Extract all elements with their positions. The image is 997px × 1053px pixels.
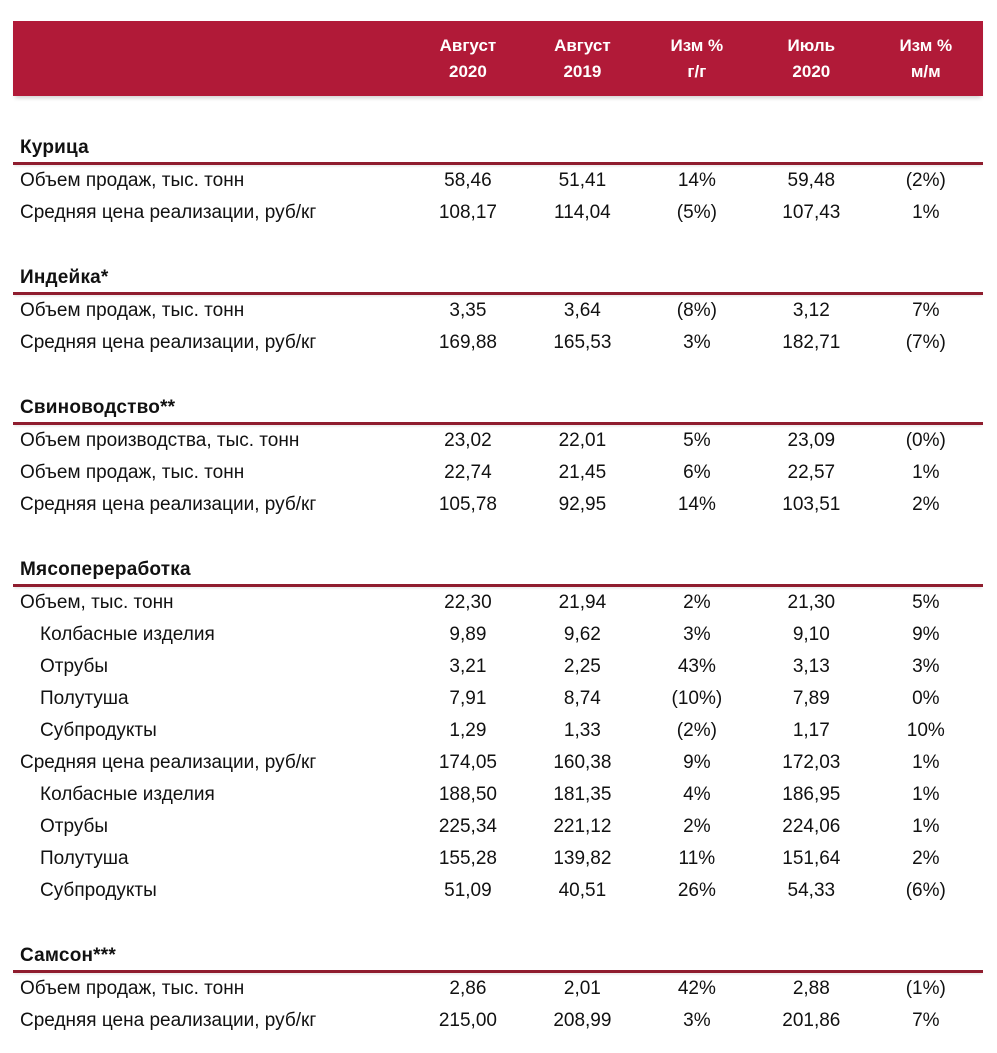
row-value: 22,57 (787, 462, 836, 483)
row-value: (5%) (676, 202, 717, 223)
row-value: 21,30 (787, 592, 836, 613)
column-header-text: 2020 (449, 61, 487, 81)
table-row (13, 425, 983, 457)
row-value: 14% (677, 170, 716, 191)
row-value: 201,86 (782, 1010, 841, 1031)
row-value: 7% (912, 1010, 940, 1031)
table-row (13, 973, 983, 1005)
row-value: 3,64 (563, 300, 601, 321)
row-value: 1,33 (563, 720, 601, 741)
row-value: 21,94 (558, 592, 607, 613)
row-value: 51,41 (558, 170, 607, 191)
row-label: Объем продаж, тыс. тонн (20, 300, 245, 321)
row-value: 188,50 (438, 784, 497, 805)
row-value: 208,99 (553, 1010, 612, 1031)
table-row (13, 489, 983, 521)
row-value: 105,78 (438, 494, 497, 515)
table-row (13, 197, 983, 229)
row-value: 22,30 (444, 592, 492, 613)
row-value: (0%) (905, 430, 946, 451)
row-value: 103,51 (782, 494, 841, 515)
section-title: Мясопереработка (20, 559, 191, 580)
table-row (13, 715, 983, 747)
row-value: 1% (912, 816, 940, 837)
row-value: 172,03 (782, 752, 841, 773)
column-header-july-2020 (754, 33, 868, 85)
row-value: 181,35 (553, 784, 612, 805)
table-row (13, 619, 983, 651)
row-label: Средняя цена реализации, руб/кг (20, 494, 317, 515)
row-label: Объем производства, тыс. тонн (20, 430, 300, 451)
row-label: Полутуша (40, 848, 129, 869)
column-header-text: м/м (910, 61, 941, 81)
row-value: 3,12 (792, 300, 830, 321)
table-row (13, 811, 983, 843)
row-value: 2% (912, 494, 940, 515)
column-header-text: 2020 (792, 61, 831, 81)
row-label: Средняя цена реализации, руб/кг (20, 1010, 317, 1031)
column-header-text: 2019 (563, 61, 602, 81)
row-value: 215,00 (438, 1010, 497, 1031)
column-header-text: г/г (687, 61, 707, 81)
table-row (13, 747, 983, 779)
row-value: 2% (683, 592, 711, 613)
row-value: 1,17 (792, 720, 830, 741)
table-row (13, 683, 983, 715)
table-row (13, 587, 983, 619)
row-label: Средняя цена реализации, руб/кг (20, 752, 317, 773)
table-row (13, 875, 983, 907)
row-value: 23,02 (444, 430, 492, 451)
row-value: 1% (912, 202, 940, 223)
row-label: Объем продаж, тыс. тонн (20, 462, 245, 483)
column-header-change-yoy (640, 33, 754, 85)
row-value: 3% (683, 624, 711, 645)
row-value: (6%) (905, 880, 946, 901)
row-value: 14% (677, 494, 716, 515)
row-value: 5% (912, 592, 940, 613)
table-body (13, 136, 983, 1037)
row-value: 2,88 (792, 978, 830, 999)
row-value: 7,89 (792, 688, 830, 709)
row-value: 165,53 (553, 332, 612, 353)
column-header-text: Изм % (670, 35, 724, 55)
row-value: 2% (912, 848, 940, 869)
table-row (13, 295, 983, 327)
row-value: 4% (683, 784, 711, 805)
row-value: 3% (912, 656, 940, 677)
row-value: 3% (683, 1010, 711, 1031)
row-value: 225,34 (438, 816, 497, 837)
row-value: 43% (677, 656, 716, 677)
row-value: 59,48 (787, 170, 836, 191)
row-value: (8%) (676, 300, 717, 321)
row-value: 51,09 (444, 880, 492, 901)
row-value: 22,01 (558, 430, 607, 451)
row-value: 108,17 (438, 202, 497, 223)
table-row (13, 457, 983, 489)
row-label: Полутуша (40, 688, 129, 709)
column-header-text: Июль (787, 35, 836, 55)
row-label: Колбасные изделия (40, 624, 215, 645)
product-section (13, 396, 983, 521)
row-label: Объем, тыс. тонн (20, 592, 174, 613)
row-value: 160,38 (553, 752, 612, 773)
row-value: 3% (683, 332, 711, 353)
column-header-text: Август (439, 35, 497, 55)
column-header-text: Август (554, 35, 611, 55)
row-value: 9,89 (449, 624, 487, 645)
row-value: 5% (683, 430, 711, 451)
table-row (13, 651, 983, 683)
row-value: 2,86 (449, 978, 487, 999)
section-title: Индейка* (20, 267, 109, 288)
table-row (13, 779, 983, 811)
table-row (13, 165, 983, 197)
column-header-august-2020 (411, 33, 525, 85)
row-value: 151,64 (782, 848, 841, 869)
row-value: 26% (677, 880, 716, 901)
section-title: Свиноводство** (20, 397, 176, 418)
row-value: 7,91 (449, 688, 487, 709)
row-value: 7% (912, 300, 940, 321)
row-value: 169,88 (438, 332, 497, 353)
table-row (13, 327, 983, 359)
row-value: 2% (683, 816, 711, 837)
row-value: 1% (912, 462, 940, 483)
row-value: 2,25 (563, 656, 601, 677)
product-section (13, 266, 983, 359)
row-value: 9% (912, 624, 940, 645)
row-value: 10% (906, 720, 945, 741)
row-value: 155,28 (438, 848, 497, 869)
row-label: Средняя цена реализации, руб/кг (20, 202, 317, 223)
row-value: 22,74 (444, 462, 492, 483)
table-header-band (13, 21, 983, 96)
row-value: 42% (677, 978, 716, 999)
row-value: (10%) (671, 688, 723, 709)
row-value: (7%) (905, 332, 946, 353)
row-value: 1% (912, 752, 940, 773)
row-value: 3,13 (792, 656, 830, 677)
row-value: 11% (678, 848, 716, 869)
row-value: 139,82 (553, 848, 612, 869)
product-section (13, 136, 983, 229)
column-header-change-mom (869, 33, 983, 85)
row-value: 58,46 (444, 170, 492, 191)
row-value: 224,06 (782, 816, 841, 837)
row-value: 54,33 (787, 880, 836, 901)
row-value: 3,35 (449, 300, 487, 321)
row-label: Субпродукты (40, 720, 157, 741)
row-value: 21,45 (558, 462, 607, 483)
row-value: (1%) (905, 978, 946, 999)
section-title: Курица (20, 137, 89, 158)
row-label: Субпродукты (40, 880, 157, 901)
row-label: Средняя цена реализации, руб/кг (20, 332, 317, 353)
row-value: 107,43 (782, 202, 841, 223)
row-label: Колбасные изделия (40, 784, 215, 805)
column-header-august-2019 (525, 33, 639, 85)
row-value: 6% (683, 462, 711, 483)
product-section (13, 558, 983, 907)
row-value: 174,05 (438, 752, 497, 773)
row-value: 1,29 (449, 720, 487, 741)
row-value: 92,95 (558, 494, 607, 515)
row-value: 2,01 (563, 978, 601, 999)
row-label: Отрубы (40, 816, 109, 837)
column-header-text: Изм % (899, 35, 953, 55)
row-label: Объем продаж, тыс. тонн (20, 170, 245, 191)
row-value: 3,21 (449, 656, 487, 677)
row-value: 182,71 (782, 332, 841, 353)
table-row (13, 1005, 983, 1037)
row-value: 9,62 (563, 624, 601, 645)
row-value: 0% (912, 688, 940, 709)
row-value: 8,74 (563, 688, 601, 709)
section-title: Самсон*** (20, 945, 116, 966)
row-value: 40,51 (558, 880, 607, 901)
row-value: 221,12 (553, 816, 612, 837)
row-label: Объем продаж, тыс. тонн (20, 978, 245, 999)
row-value: 114,04 (554, 202, 611, 223)
row-value: 23,09 (787, 430, 836, 451)
row-value: 9,10 (792, 624, 830, 645)
row-value: 9% (683, 752, 711, 773)
row-value: (2%) (676, 720, 717, 741)
table-row (13, 843, 983, 875)
row-label: Отрубы (40, 656, 109, 677)
product-section (13, 944, 983, 1037)
row-value: (2%) (905, 170, 946, 191)
row-value: 186,95 (782, 784, 841, 805)
row-value: 1% (912, 784, 940, 805)
